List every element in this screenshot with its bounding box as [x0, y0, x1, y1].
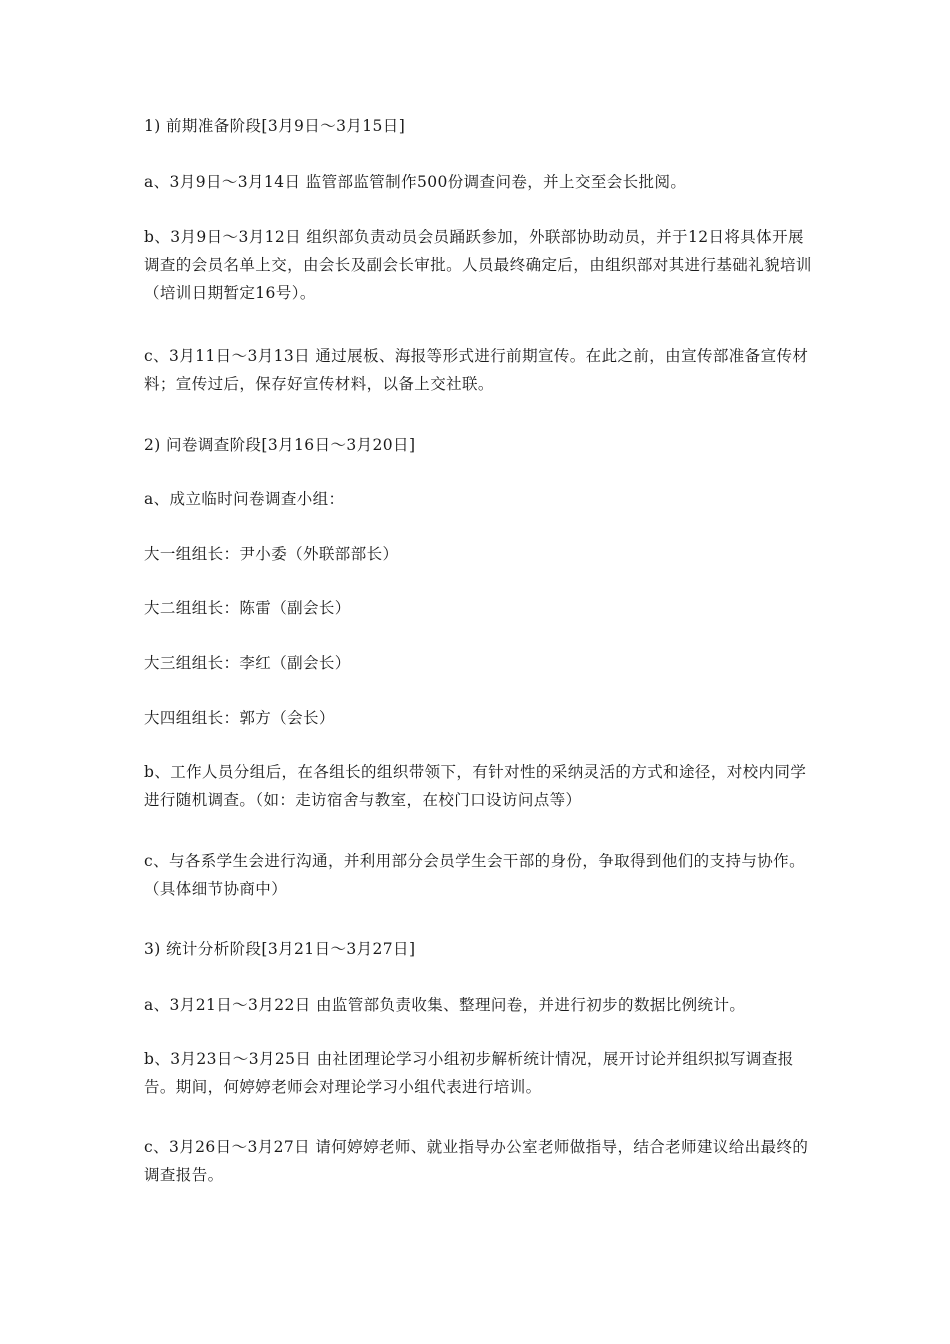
group-leader-2: 大二组组长：陈雷（副会长）	[144, 599, 351, 617]
section-3-item-c: c、3月26日～3月27日 请何婷婷老师、就业指导办公室老师做指导，结合老师建议给出最终的调查报告。	[144, 1138, 809, 1184]
group-leader-4: 大四组组长：郭方（会长）	[144, 709, 335, 727]
section-2-item-b: b、工作人员分组后，在各组长的组织带领下，有针对性的采纳灵活的方式和途径，对校内同学进行随机调查。（如：走访宿舍与教室，在校门口设访问点等）	[144, 763, 807, 809]
section-2-heading: 2) 问卷调查阶段[3月16日～3月20日]	[144, 436, 416, 454]
section-1-heading: 1) 前期准备阶段[3月9日～3月15日]	[144, 117, 406, 135]
group-leader-1: 大一组组长：尹小委（外联部部长）	[144, 545, 399, 563]
group-leader-3: 大三组组长：李红（副会长）	[144, 654, 351, 672]
section-3-heading: 3) 统计分析阶段[3月21日～3月27日]	[144, 940, 416, 958]
section-3-item-b: b、3月23日～3月25日 由社团理论学习小组初步解析统计情况，展开讨论并组织拟写调查报告。期间，何婷婷老师会对理论学习小组代表进行培训。	[144, 1050, 794, 1096]
section-2-item-c: c、与各系学生会进行沟通，并利用部分会员学生会干部的身份，争取得到他们的支持与协作。（具体细节协商中）	[144, 852, 805, 898]
section-3-item-a: a、3月21日～3月22日 由监管部负责收集、整理问卷，并进行初步的数据比例统计。	[144, 996, 746, 1014]
section-1-item-a: a、3月9日～3月14日 监管部监管制作500份调查问卷，并上交至会长批阅。	[144, 173, 687, 191]
section-2-item-a: a、成立临时问卷调查小组：	[144, 490, 345, 508]
section-1-item-b: b、3月9日～3月12日 组织部负责动员会员踊跃参加，外联部协助动员，并于12日将具体开展调查的会员名单上交，由会长及副会长审批。人员最终确定后，由组织部对其进行基础礼貌培训（培训日期暂定16号）。	[144, 228, 812, 302]
section-1-item-c: c、3月11日～3月13日 通过展板、海报等形式进行前期宣传。在此之前，由宣传部准备宣传材料；宣传过后，保存好宣传材料，以备上交社联。	[144, 347, 809, 393]
